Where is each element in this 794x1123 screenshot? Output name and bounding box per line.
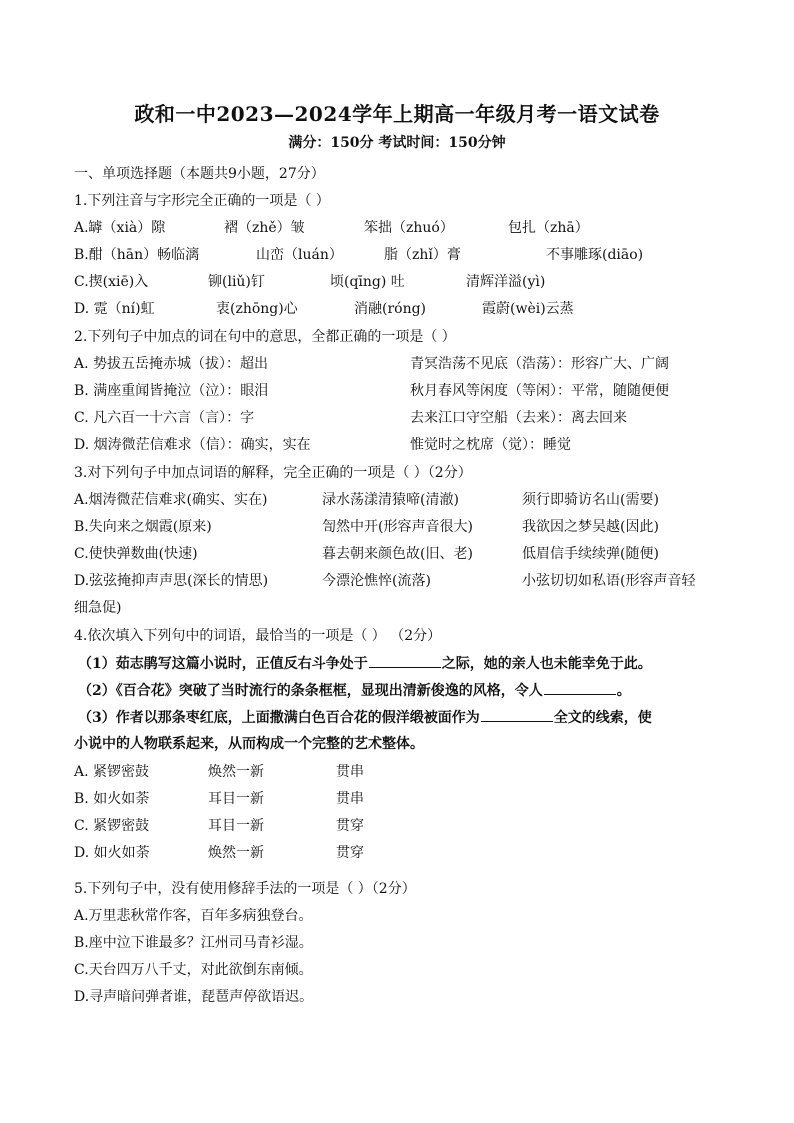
q1-d-4: 霞蔚(wèi)云蒸	[482, 301, 574, 317]
q1-option-a	[74, 218, 754, 238]
q3-d-3: 小弦切切如私语(形容声音轻	[522, 573, 696, 589]
q3-c-2: 暮去朝来颜色故(旧、老)	[322, 546, 473, 562]
q4-d-2: 焕然一新	[208, 845, 264, 861]
q1-a-2: 褶（zhě）皱	[224, 220, 305, 236]
question-3-stem: 3.对下列句子中加点词语的解释，完全正确的一项是（ ）（2分）	[74, 465, 472, 481]
q1-c-1: C.揳(xiē)入	[74, 274, 149, 290]
q1-option-b	[74, 245, 754, 265]
q3-a-1: A.烟涛微茫信难求(确实、实在)	[74, 492, 268, 508]
q2-b-2: 秋月春风等闲度（等闲）：平常，随随便便	[410, 383, 669, 399]
q2-option-a	[74, 354, 754, 374]
q1-d-1: D. 霓（ní)虹	[74, 301, 155, 317]
q4-s2-part-b: 。	[616, 683, 631, 699]
q4-a-1: A. 紧锣密鼓	[74, 764, 150, 780]
q4-s3-part-b: 全文的线索，使	[553, 710, 652, 726]
q1-d-3: 消融(róng)	[354, 301, 427, 317]
q2-option-d	[74, 435, 754, 455]
q2-option-c	[74, 408, 754, 428]
q4-option-a	[74, 762, 474, 782]
question-1-stem: 1.下列注音与字形完全正确的一项是（ ）	[74, 193, 330, 209]
q2-option-b	[74, 381, 754, 401]
q1-a-4: 包扎（zhā）	[508, 220, 589, 236]
q1-b-2: 山峦（luán）	[256, 247, 343, 263]
q1-option-d	[74, 299, 754, 319]
q2-a-2: 青冥浩荡不见底（浩荡）：形容广大、广阔	[410, 356, 669, 372]
q4-c-1: C. 紧锣密鼓	[74, 818, 150, 834]
q1-b-1: B.酣（hān）畅临漓	[74, 247, 200, 263]
q3-d-2: 今漂沦憔悴(流落)	[322, 573, 431, 589]
q5-option-c: C.天台四万八千丈，对此欲倒东南倾。	[74, 962, 313, 978]
q3-c-1: C.使快弹数曲(快速)	[74, 546, 198, 562]
q4-d-3: 贯穿	[336, 845, 364, 861]
q1-c-4: 清辉洋溢(yì)	[466, 274, 546, 290]
q4-c-2: 耳目一新	[208, 818, 264, 834]
q3-b-3: 我欲因之梦吴越(因此)	[522, 519, 659, 535]
q4-option-d	[74, 843, 474, 863]
q4-d-1: D. 如火如荼	[74, 845, 150, 861]
q3-option-b	[74, 517, 754, 537]
q4-s1-part-b: 之际，她的亲人也未能幸免于此。	[441, 656, 652, 672]
q4-a-3: 贯串	[336, 764, 364, 780]
q3-option-d-wrap: 细急促)	[74, 600, 122, 616]
q4-blank-2	[544, 680, 616, 695]
q1-option-c	[74, 272, 754, 292]
q1-b-4: 不事雕琢(diāo)	[546, 247, 644, 263]
q3-b-2: 訇然中开(形容声音很大)	[322, 519, 473, 535]
q4-sentence-3-wrap: 小说中的人物联系起来，从而构成一个完整的艺术整体。	[74, 736, 424, 752]
q3-option-c	[74, 544, 754, 564]
q1-d-2: 衷(zhōng)心	[216, 301, 298, 317]
question-2-stem: 2.下列句子中加点的词在句中的意思，全都正确的一项是（ ）	[74, 329, 456, 345]
q5-option-a: A.万里悲秋常作客，百年多病独登台。	[74, 908, 313, 924]
q2-a-1: A. 势拔五岳掩赤城（拔）：超出	[74, 356, 269, 372]
q3-c-3: 低眉信手续续弹(随便)	[522, 546, 659, 562]
question-4-stem: 4.依次填入下列句中的词语，最恰当的一项是（ ） （2分）	[74, 628, 442, 644]
question-5-stem: 5.下列句子中，没有使用修辞手法的一项是（ ）（2分）	[74, 881, 416, 897]
q4-sentence-1	[78, 653, 652, 673]
q1-a-1: A.罅（xià）隙	[74, 220, 166, 236]
q3-option-d	[74, 571, 754, 591]
q4-b-2: 耳目一新	[208, 791, 264, 807]
q4-s3-part-a: （3）作者以那条枣红底，上面撒满白色百合花的假洋缎被面作为	[78, 710, 480, 726]
q4-blank-3	[481, 707, 553, 722]
q2-d-1: D. 烟涛微茫信难求（信）：确实，实在	[74, 437, 311, 453]
exam-title: 政和一中2023—2024学年上期高一年级月考一语文试卷	[134, 102, 660, 126]
q2-c-1: C. 凡六百一十六言（言）：字	[74, 410, 255, 426]
q5-option-b: B.座中泣下谁最多？江州司马青衫湿。	[74, 935, 313, 951]
q4-option-b	[74, 789, 474, 809]
q3-a-3: 须行即骑访名山(需要)	[522, 492, 659, 508]
q2-b-1: B. 满座重闻皆掩泣（泣）：眼泪	[74, 383, 269, 399]
q4-sentence-2	[78, 680, 631, 700]
q4-a-2: 焕然一新	[208, 764, 264, 780]
q1-a-3: 笨拙（zhuó）	[364, 220, 454, 236]
q4-s2-part-a: （2）《百合花》突破了当时流行的条条框框，显现出清新俊逸的风格，令人	[78, 683, 543, 699]
q4-s1-part-a: （1）茹志鹃写这篇小说时，正值反右斗争处于	[78, 656, 368, 672]
q5-option-d: D.寻声暗问弹者谁，琵琶声停欲语迟。	[74, 989, 314, 1005]
q2-d-2: 惟觉时之枕席（觉）：睡觉	[410, 437, 571, 453]
q2-c-2: 去来江口守空船（去来）：离去回来	[410, 410, 627, 426]
q4-sentence-3	[78, 707, 652, 727]
q4-b-1: B. 如火如荼	[74, 791, 150, 807]
q4-b-3: 贯串	[336, 791, 364, 807]
q3-b-1: B.失向来之烟霞(原来)	[74, 519, 212, 535]
q1-c-2: 铆(liǔ)钉	[208, 274, 265, 290]
q1-c-3: 顷(qīng) 吐	[330, 274, 405, 290]
q4-option-c	[74, 816, 474, 836]
exam-subtitle: 满分：150分 考试时间：150分钟	[288, 135, 506, 151]
q4-c-3: 贯穿	[336, 818, 364, 834]
q4-blank-1	[369, 653, 441, 668]
q3-option-a	[74, 490, 754, 510]
q1-b-3: 脂（zhǐ）膏	[384, 247, 461, 263]
q3-d-1: D.弦弦掩抑声声思(深长的情思)	[74, 573, 269, 589]
q3-a-2: 渌水荡漾清猿啼(清澈)	[322, 492, 459, 508]
section-heading: 一、单项选择题（本题共9小题，27分）	[74, 166, 325, 182]
